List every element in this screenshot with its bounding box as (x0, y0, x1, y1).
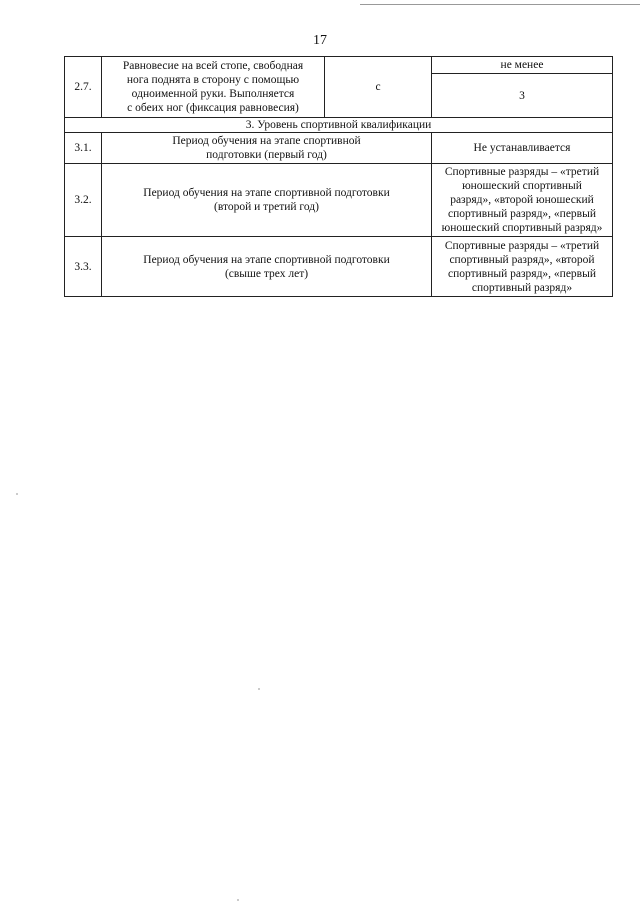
value-line: Спортивные разряды – «третий (444, 166, 600, 178)
description-line: подготовки (первый год) (206, 149, 327, 161)
description-line: нога поднята в сторону с помощью (126, 74, 300, 86)
value-line: Спортивные разряды – «третий (444, 239, 600, 252)
qualification-value (432, 237, 613, 297)
test-description (102, 57, 325, 118)
scan-speck (16, 493, 18, 495)
scan-speck (258, 688, 260, 690)
section-header-row (65, 118, 613, 133)
period-description (102, 164, 432, 237)
value-line: спортивный разряд» (471, 281, 573, 294)
description-line: Равновесие на всей стопе, свободная (122, 60, 304, 72)
description-line: Период обучения на этапе спортивной подготовки (143, 187, 390, 199)
table-row-3-3 (65, 237, 613, 297)
value-line: спортивный разряд», «первый (448, 208, 596, 220)
table-row-3-2 (65, 164, 613, 237)
row-number: 2.7. (65, 57, 102, 118)
period-description (102, 237, 432, 297)
row-number: 3.3. (65, 237, 102, 297)
scan-top-border (360, 4, 640, 5)
row-number: 3.2. (65, 164, 102, 237)
norm-header: не менее (432, 57, 613, 74)
value-line: спортивный разряд», «второй (449, 253, 595, 266)
description-line: одноименной руки. Выполняется (131, 88, 295, 100)
requirements-table (64, 56, 613, 297)
description-line: Период обучения на этапе спортивной (172, 135, 361, 147)
page-number: 17 (313, 33, 327, 48)
description-line: (второй и третий год) (214, 201, 319, 213)
norm-value: 3 (432, 74, 613, 118)
description-line: Период обучения на этапе спортивной подготовки (143, 253, 390, 266)
table-row-3-1 (65, 133, 613, 164)
value-line: спортивный разряд», «первый (448, 267, 596, 280)
period-description (102, 133, 432, 164)
value-line: юношеский спортивный разряд» (441, 222, 603, 234)
scan-speck (237, 899, 239, 901)
value-line: разряд», «второй юношеский (450, 194, 594, 206)
row-number: 3.1. (65, 133, 102, 164)
description-line: (свыше трех лет) (224, 267, 309, 280)
unit-cell: с (325, 57, 432, 118)
value-line: юношеский спортивный (462, 180, 582, 192)
qualification-value (432, 164, 613, 237)
section-title: 3. Уровень спортивной квалификации (65, 118, 613, 133)
description-line: с обеих ног (фиксация равновесия) (127, 102, 299, 114)
qualification-value: Не устанавливается (432, 133, 613, 164)
table-row-2-7 (65, 57, 613, 74)
